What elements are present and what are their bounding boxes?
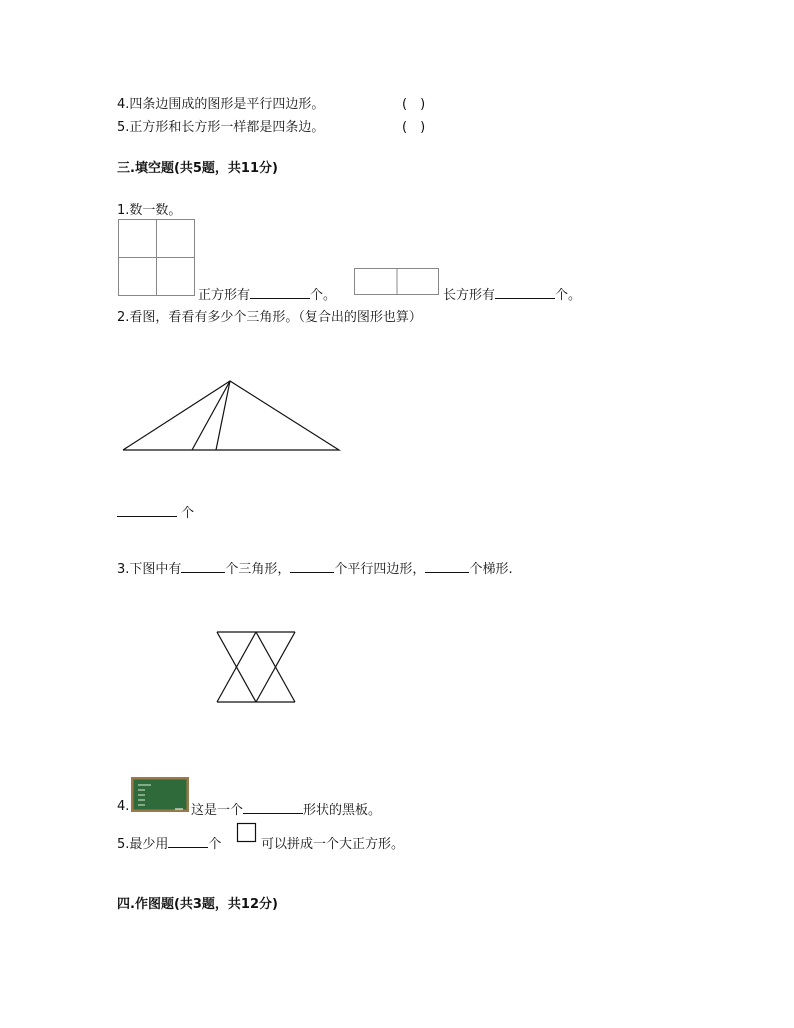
fill-q4-line <box>191 799 381 818</box>
q3-part1: 个三角形， <box>225 562 291 577</box>
judge-q4 <box>117 93 324 112</box>
hourglass-figure <box>215 630 297 704</box>
judge-q5-paren[interactable]: ( ) <box>402 120 426 135</box>
fill-q1-rect-line <box>443 284 581 303</box>
square-unit: 个。 <box>310 288 337 303</box>
fill-q5-suffix: 可以拼成一个大正方形。 <box>261 837 405 852</box>
q5-count-blank[interactable] <box>168 835 208 848</box>
section3-title: 三.填空题(共5题，共11分) <box>117 161 278 176</box>
blackboard-icon <box>131 777 189 813</box>
q3-prefix: 3.下图中有 <box>117 562 182 577</box>
triangle-inner-line-left <box>192 381 230 450</box>
q4-text-b: 形状的黑板。 <box>303 803 382 818</box>
fill-q2-text: 2.看图，看看有多少个三角形。（复合出的图形也算） <box>117 310 422 325</box>
q3-parallelogram-blank[interactable] <box>290 560 334 573</box>
q3-part2: 个平行四边形， <box>334 562 426 577</box>
q5-mid: 个 <box>208 837 222 852</box>
triangle-count-blank[interactable] <box>117 504 177 517</box>
judge-q4-text: 4.四条边围成的图形是平行四边形。 <box>117 97 325 112</box>
triangle-inner-line-right <box>216 381 230 450</box>
fill-q3-line <box>117 558 513 577</box>
q3-part3: 个梯形. <box>469 562 513 577</box>
q3-trapezoid-blank[interactable] <box>425 560 469 573</box>
judge-q4-paren[interactable]: ( ) <box>402 97 426 112</box>
square-grid-figure <box>118 219 196 297</box>
small-square-icon <box>237 823 257 843</box>
judge-q5 <box>117 116 324 135</box>
q4-text-a: 这是一个 <box>191 803 244 818</box>
rect-label: 长方形有 <box>443 288 496 303</box>
triangle-figure <box>120 378 342 452</box>
fill-q5-line <box>117 833 221 852</box>
triangle-outline <box>123 381 339 450</box>
section4-title: 四.作图题(共3题，共12分) <box>117 897 278 912</box>
q5-prefix: 5.最少用 <box>117 837 169 852</box>
fill-q1-text: 1.数一数。 <box>117 203 182 218</box>
judge-q5-text: 5.正方形和长方形一样都是四条边。 <box>117 120 325 135</box>
q3-triangle-blank[interactable] <box>181 560 225 573</box>
fill-q2-answer-line <box>117 502 194 521</box>
rect-pair-figure <box>354 268 440 296</box>
q4-shape-blank[interactable] <box>243 801 303 814</box>
triangle-count-unit: 个 <box>181 506 195 521</box>
fill-q4-number: 4. <box>117 799 130 814</box>
rect-answer-blank[interactable] <box>495 286 555 299</box>
square-label: 正方形有 <box>198 288 251 303</box>
rect-unit: 个。 <box>555 288 582 303</box>
square-answer-blank[interactable] <box>250 286 310 299</box>
fill-q1-square-line <box>198 284 336 303</box>
